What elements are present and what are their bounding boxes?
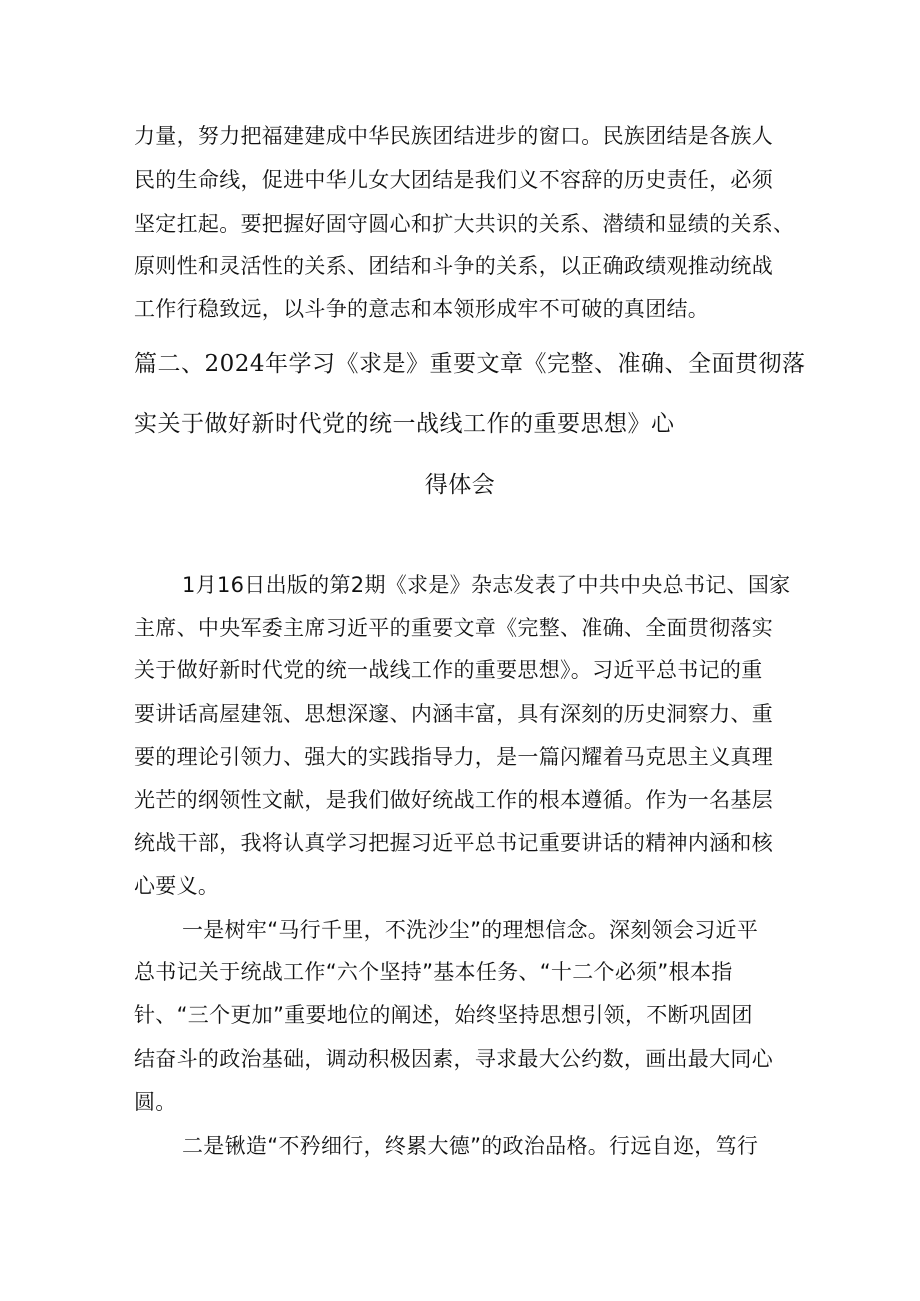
text-line: 力量，努力把福建建成中华民族团结进步的窗口。民族团结是各族人 — [134, 124, 773, 148]
text-line: 要的理论引领力、强大的实践指导力，是一篇闪耀着马克思主义真理 — [134, 745, 773, 769]
text-line: 要讲话高屋建瓴、思想深邃、内涵丰富，具有深刻的历史洞察力、重 — [134, 702, 773, 726]
text-line: 心要义。 — [134, 874, 220, 898]
heading-line: 篇二、2024年学习《求是》重要文章《完整、准确、全面贯彻落 — [134, 351, 806, 377]
text-line: 二是锹造“不矜细行，终累大德”的政治品格。行远自迩，笃行 — [182, 1134, 759, 1158]
text-line: 光芒的纲领性文献，是我们做好统战工作的根本遵循。作为一名基层 — [134, 788, 773, 812]
text-line: 结奋斗的政治基础，调动积极因素，寻求最大公约数，画出最大同心 — [134, 1047, 773, 1071]
text-line: 针、“三个更加”重要地位的阐述，始终坚持思想引领，不断巩固团 — [134, 1003, 753, 1027]
text-line: 主席、中央军委主席习近平的重要文章《完整、准确、全面贯彻落实 — [134, 616, 773, 640]
text-line: 总书记关于统战工作“六个坚持”基本任务、“十二个必须”根本指 — [134, 960, 733, 984]
heading-line: 得体会 — [424, 472, 496, 498]
text-line: 圆。 — [134, 1090, 177, 1114]
text-line: 1月16日出版的第2期《求是》杂志发表了中共中央总书记、国家 — [182, 573, 791, 597]
text-line: 统战干部，我将认真学习把握习近平总书记重要讲话的精神内涵和核 — [134, 831, 773, 855]
text-line: 工作行稳致远，以斗争的意志和本领形成牢不可破的真团结。 — [134, 297, 710, 321]
text-line: 原则性和灵活性的关系、团结和斗争的关系，以正确政绩观推动统战 — [134, 254, 773, 278]
text-line: 民的生命线，促进中华儿女大团结是我们义不容辞的历史责任，必须 — [134, 168, 773, 192]
heading-line: 实关于做好新时代党的统一战线工作的重要思想》心 — [134, 411, 675, 437]
text-line: 关于做好新时代党的统一战线工作的重要思想》。习近平总书记的重 — [134, 658, 763, 682]
text-line: 坚定扛起。要把握好固守圆心和扩大共识的关系、潜绩和显绩的关系、 — [134, 212, 795, 236]
text-line: 一是树牢“马行千里，不洗沙尘”的理想信念。深刻领会习近平 — [182, 918, 759, 942]
